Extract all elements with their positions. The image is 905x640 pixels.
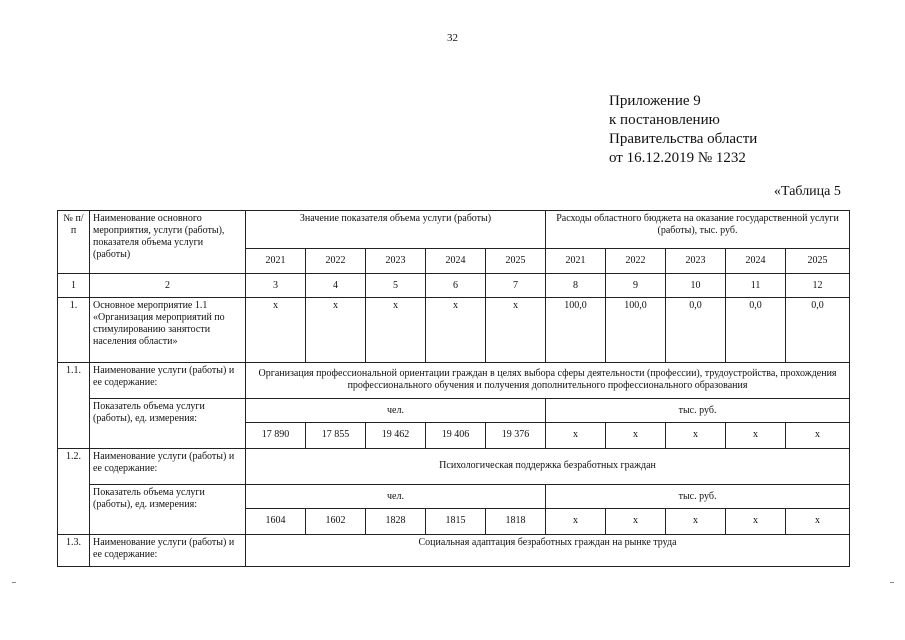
value-cell: 17 890 — [246, 422, 306, 448]
expense-cell: х — [666, 508, 726, 534]
row-name: Основное мероприятие 1.1 «Организация мероприятий по стимулированию занятости населения области» — [90, 298, 246, 363]
column-number: 6 — [426, 274, 486, 298]
header-year: 2022 — [306, 248, 366, 274]
column-number: 1 — [58, 274, 90, 298]
column-number: 9 — [606, 274, 666, 298]
value-cell: 1604 — [246, 508, 306, 534]
unit-expenses: тыс. руб. — [546, 485, 850, 509]
header-year: 2024 — [726, 248, 786, 274]
header-year: 2023 — [666, 248, 726, 274]
header-year: 2025 — [486, 248, 546, 274]
header-year: 2021 — [546, 248, 606, 274]
header-year: 2025 — [786, 248, 850, 274]
expense-cell: 100,0 — [606, 298, 666, 363]
page-edge-mark — [890, 582, 894, 583]
table-row — [58, 448, 850, 485]
expense-cell: 0,0 — [726, 298, 786, 363]
expense-cell: 0,0 — [666, 298, 726, 363]
appendix-line: к постановлению — [609, 112, 720, 128]
page-edge-mark — [12, 582, 16, 583]
unit-values: чел. — [246, 399, 546, 423]
value-cell: х — [246, 298, 306, 363]
table-row — [58, 485, 850, 509]
service-description: Организация профессиональной ориентации граждан в целях выбора сферы деятельности (профессии), трудоустройства, прохождения профессионального обучения и получения дополнительного профессионального образования — [246, 362, 850, 399]
header-year: 2022 — [606, 248, 666, 274]
table-row — [58, 298, 850, 363]
header-year: 2021 — [246, 248, 306, 274]
indicator-label: Показатель объема услуги (работы), ед. измерения: — [90, 399, 246, 448]
value-cell: 1815 — [426, 508, 486, 534]
value-cell: х — [306, 298, 366, 363]
column-number: 11 — [726, 274, 786, 298]
column-number: 4 — [306, 274, 366, 298]
expense-cell: х — [546, 508, 606, 534]
table-row — [58, 362, 850, 399]
service-description: Социальная адаптация безработных граждан на рынке труда — [246, 534, 850, 566]
expense-cell: х — [786, 422, 850, 448]
header-year: 2023 — [366, 248, 426, 274]
expense-cell: х — [606, 422, 666, 448]
row-number: 1.2. — [58, 448, 90, 534]
value-cell: 19 376 — [486, 422, 546, 448]
appendix-block — [609, 92, 757, 168]
column-number: 8 — [546, 274, 606, 298]
row-number: 1. — [58, 298, 90, 363]
page-number: 32 — [447, 32, 458, 44]
appendix-line: от 16.12.2019 № 1232 — [609, 150, 746, 166]
table-row — [58, 534, 850, 566]
value-cell: 1818 — [486, 508, 546, 534]
table-label: «Таблица 5 — [774, 184, 841, 199]
service-label: Наименование услуги (работы) и ее содержание: — [90, 362, 246, 399]
value-cell: 19 406 — [426, 422, 486, 448]
table-row — [58, 399, 850, 423]
service-label: Наименование услуги (работы) и ее содержание: — [90, 448, 246, 485]
header-expense-group: Расходы областного бюджета на оказание государственной услуги (работы), тыс. руб. — [546, 211, 850, 249]
unit-expenses: тыс. руб. — [546, 399, 850, 423]
column-number: 10 — [666, 274, 726, 298]
column-number: 3 — [246, 274, 306, 298]
expense-cell: 100,0 — [546, 298, 606, 363]
appendix-line: Правительства области — [609, 131, 758, 147]
expense-cell: х — [606, 508, 666, 534]
unit-values: чел. — [246, 485, 546, 509]
service-description: Психологическая поддержка безработных граждан — [246, 448, 850, 485]
expense-cell: х — [666, 422, 726, 448]
column-number: 12 — [786, 274, 850, 298]
value-cell: 1602 — [306, 508, 366, 534]
column-number: 5 — [366, 274, 426, 298]
expense-cell: 0,0 — [786, 298, 850, 363]
value-cell: 1828 — [366, 508, 426, 534]
header-year: 2024 — [426, 248, 486, 274]
column-number: 7 — [486, 274, 546, 298]
value-cell: х — [486, 298, 546, 363]
expense-cell: х — [726, 508, 786, 534]
service-label: Наименование услуги (работы) и ее содержание: — [90, 534, 246, 566]
column-number: 2 — [90, 274, 246, 298]
value-cell: 19 462 — [366, 422, 426, 448]
row-number: 1.3. — [58, 534, 90, 566]
indicator-label: Показатель объема услуги (работы), ед. измерения: — [90, 485, 246, 534]
data-table — [57, 210, 850, 567]
expense-cell: х — [546, 422, 606, 448]
expense-cell: х — [726, 422, 786, 448]
row-number: 1.1. — [58, 362, 90, 448]
value-cell: 17 855 — [306, 422, 366, 448]
header-value-group: Значение показателя объема услуги (работы) — [246, 211, 546, 249]
header-name: Наименование основного мероприятия, услуги (работы), показателя объема услуги (работы) — [90, 211, 246, 274]
value-cell: х — [366, 298, 426, 363]
value-cell: х — [426, 298, 486, 363]
header-num: № п/п — [58, 211, 90, 274]
appendix-line: Приложение 9 — [609, 93, 701, 109]
expense-cell: х — [786, 508, 850, 534]
